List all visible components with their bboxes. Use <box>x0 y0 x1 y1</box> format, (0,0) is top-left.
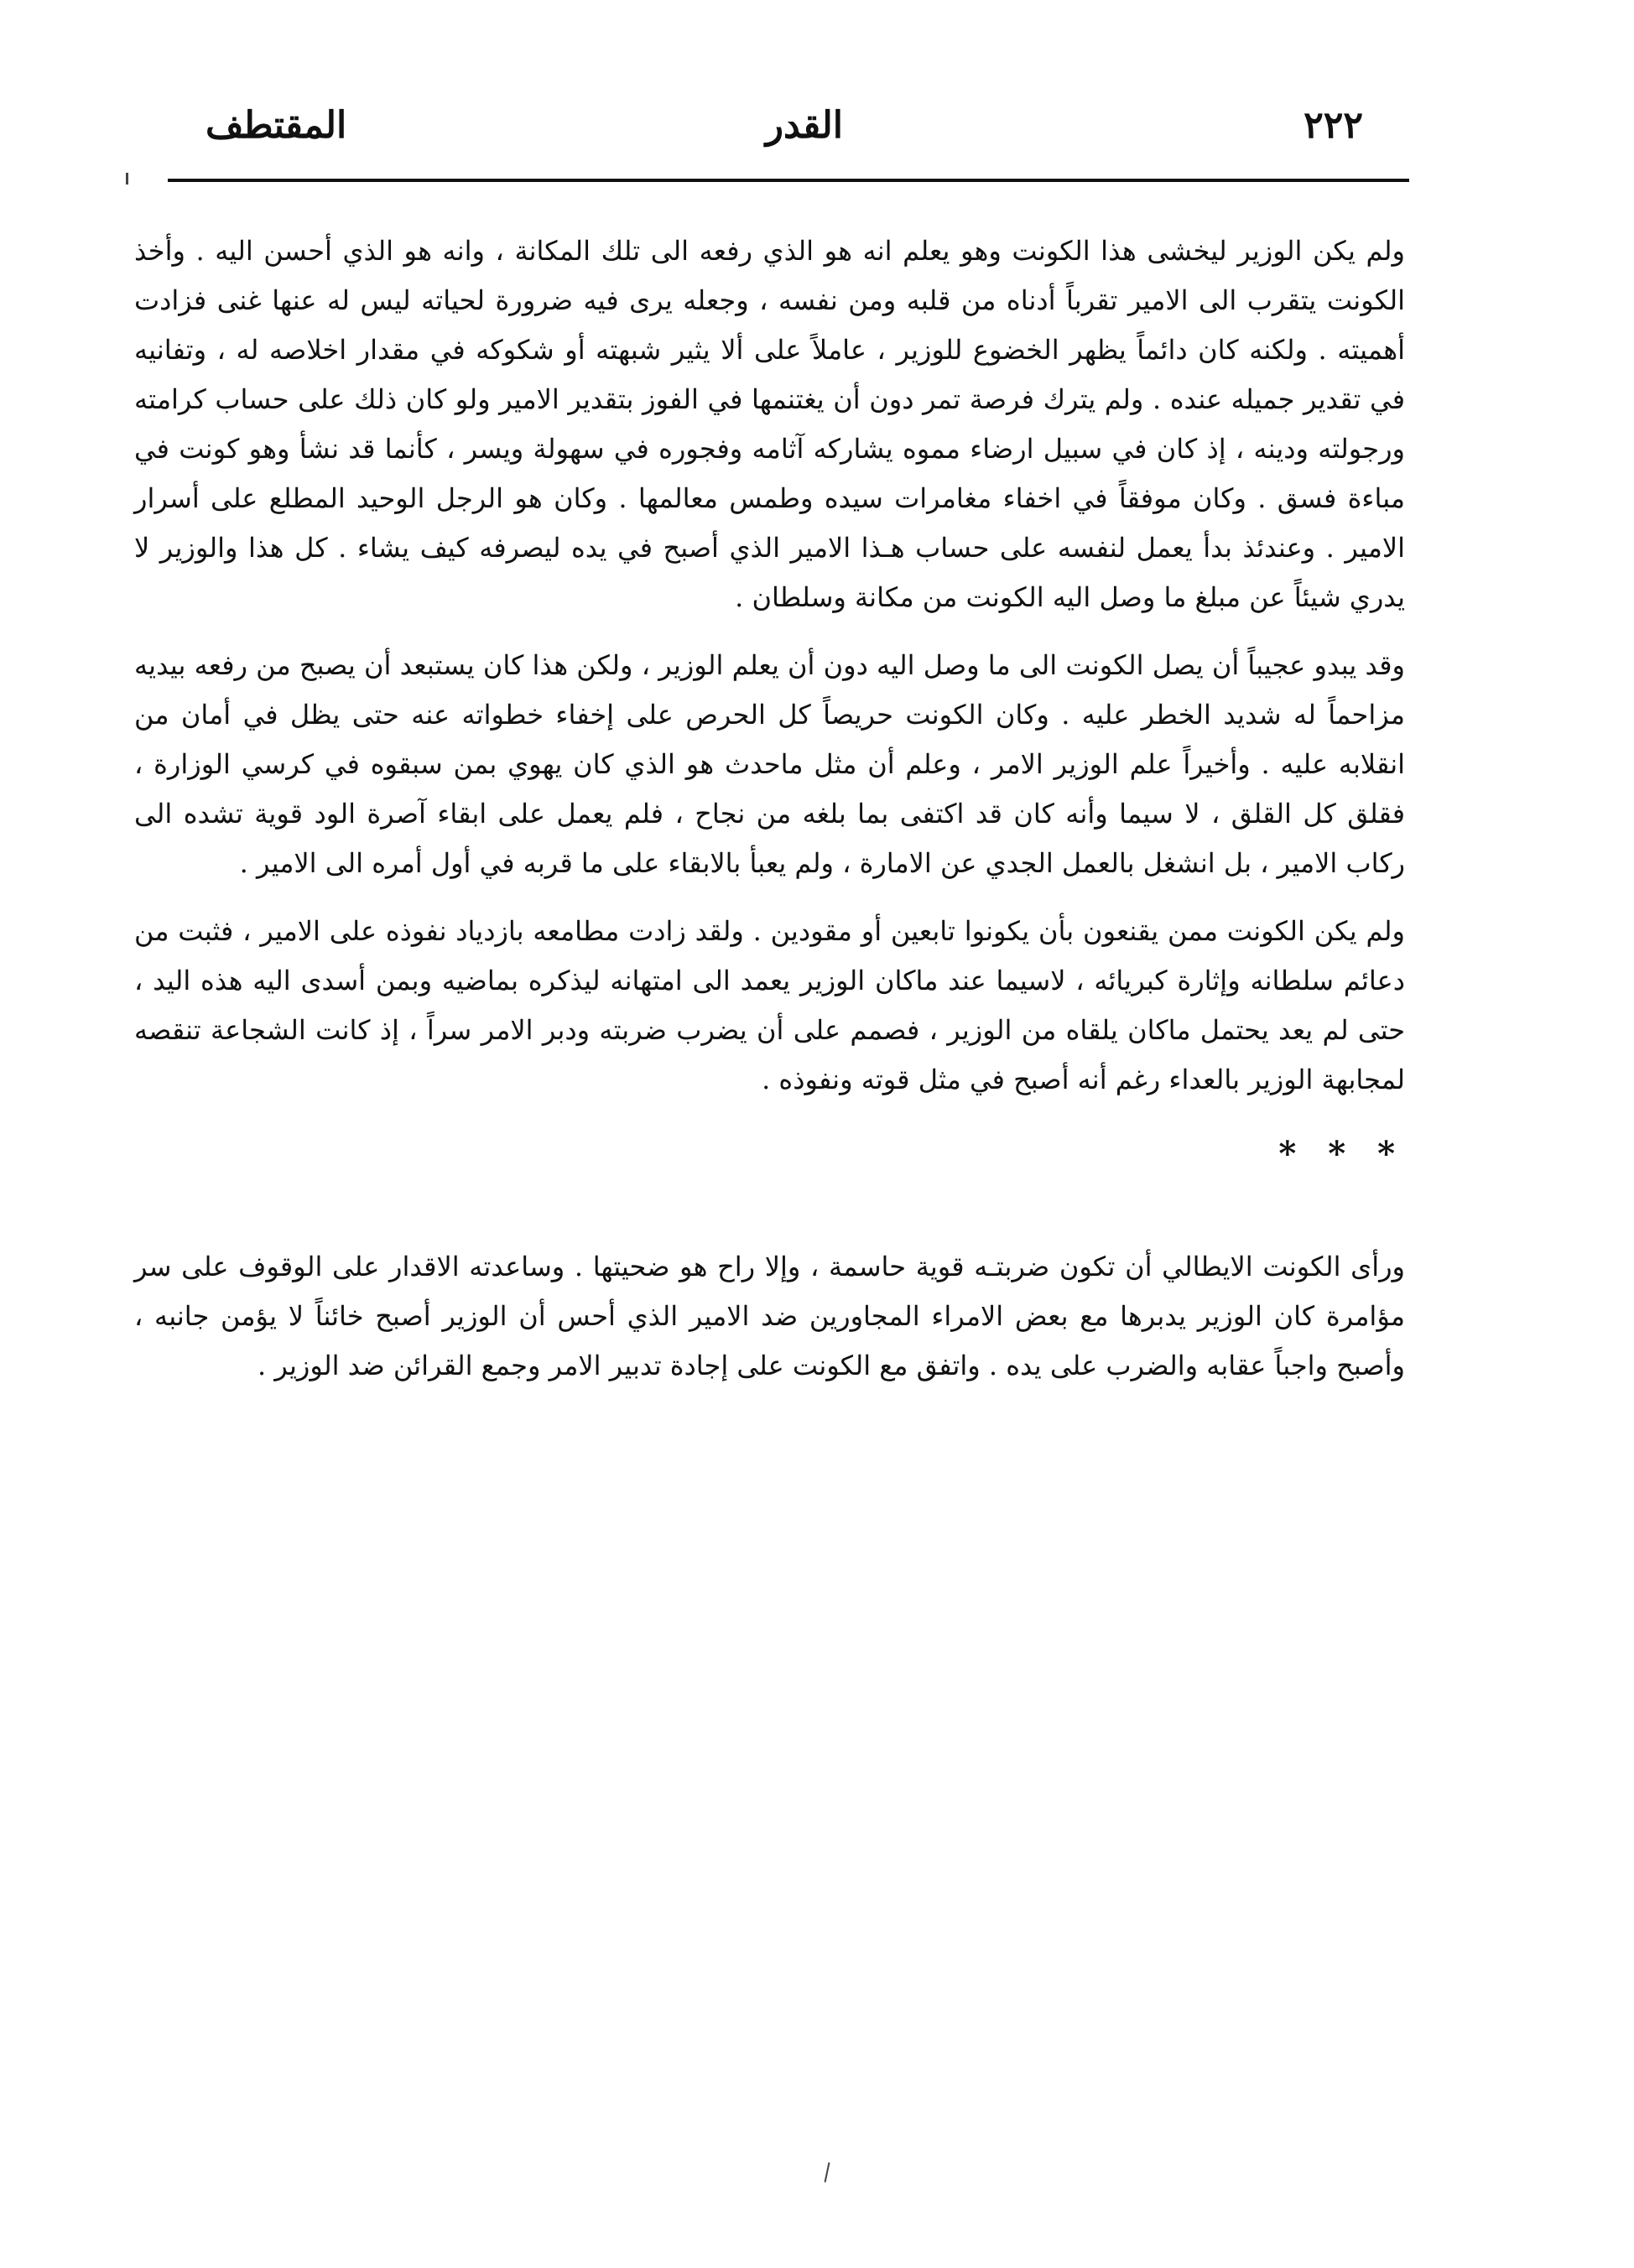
running-title: القدر <box>765 104 843 147</box>
paragraph: ولم يكن الكونت ممن يقنعون بأن يكونوا تابعين أو مقودين . ولقد زادت مطامعه بازدياد نفوذه على الامير ، فثبت من دعائم سلطانه وإثارة كبريائه ، لاسيما عند ماكان الوزير يعمد الى امتهانه ليذكره بماضيه وبمن أسدى اليه هذه اليد ، حتى لم يعد يحتمل ماكان يلقاه من الوزير ، فصمم على أن يضرب ضربته ودبر الامر سراً ، إذ كانت الشجاعة تنقصه لمجابهة الوزير بالعداء رغم أنه أصبح في مثل قوته ونفوذه . <box>134 915 1405 1095</box>
section-break: * * * <box>1278 1134 1405 1173</box>
running-header <box>155 92 1413 159</box>
paragraph: ورأى الكونت الايطالي أن تكون ضربتـه قوية حاسمة ، وإلا راح هو ضحيتها . وساعدته الاقدار على الوقوف على سر مؤامرة كان الوزير يدبرها مع بعض الامراء المجاورين ضد الامير الذي أحس أن الوزير أصبح خائناً لا يؤمن جانبه ، وأصبح واجباً عقابه والضرب على يده . واتفق مع الكونت على إجادة تدبير الامر وجمع القرائن ضد الوزير . <box>134 1251 1406 1381</box>
article-body <box>134 226 1405 1409</box>
margin-mark <box>126 173 128 185</box>
margin-mark <box>825 2162 830 2182</box>
journal-name: المقتطف <box>206 104 347 147</box>
page-number: ٢٢٢ <box>1304 104 1363 147</box>
paragraph: وقد يبدو عجيباً أن يصل الكونت الى ما وصل اليه دون أن يعلم الوزير ، ولكن هذا كان يستبعد أن يصبح من رفعه بيديه مزاحماً له شديد الخطر عليه . وكان الكونت حريصاً كل الحرص على إخفاء خطواته عنه حتى يظل في أمان من انقلابه عليه . وأخيراً علم الوزير الامر ، وعلم أن مثل ماحدث هو الذي كان يهوي بمن سبقوه في كرسي الوزارة ، فقلق كل القلق ، لا سيما وأنه كان قد اكتفى بما بلغه من نجاح ، فلم يعمل على ابقاء آصرة الود قوية تشده الى ركاب الامير ، بل انشغل بالعمل الجدي عن الامارة ، ولم يعبأ بالابقاء على ما قربه في أول أمره الى الامير . <box>134 649 1405 879</box>
paragraph: ولم يكن الوزير ليخشى هذا الكونت وهو يعلم انه هو الذي رفعه الى تلك المكانة ، وانه هو الذي أحسن اليه . وأخذ الكونت يتقرب الى الامير تقرباً أدناه من قلبه ومن نفسه ، وجعله يرى فيه ضرورة لحياته ليس له عنها غنى فزادت أهميته . ولكنه كان دائماً يظهر الخضوع للوزير ، عاملاً على ألا يثير شبهته أو شكوكه في مقدار اخلاصه له ، وتفانيه في تقدير جميله عنده . ولم يترك فرصة تمر دون أن يغتنمها في الفوز بتقدير الامير ولو كان ذلك على حساب كرامته ورجولته ودينه ، إذ كان في سبيل ارضاء مموه يشاركه آثامه وفجوره في سهولة ويسر ، كأنما قد نشأ وهو كونت في مباءة فسق . وكان موفقاً في اخفاء مغامرات سيده وطمس معالمها . وكان هو الرجل الوحيد المطلع على أسرار الامير . وعندئذ بدأ يعمل لنفسه على حساب هـذا الامير الذي أصبح في يده ليصرفه كيف يشاء . كل هذا والوزير لا يدري شيئاً عن مبلغ ما وصل اليه الكونت من مكانة وسلطان . <box>134 235 1406 613</box>
header-rule <box>168 179 1409 182</box>
